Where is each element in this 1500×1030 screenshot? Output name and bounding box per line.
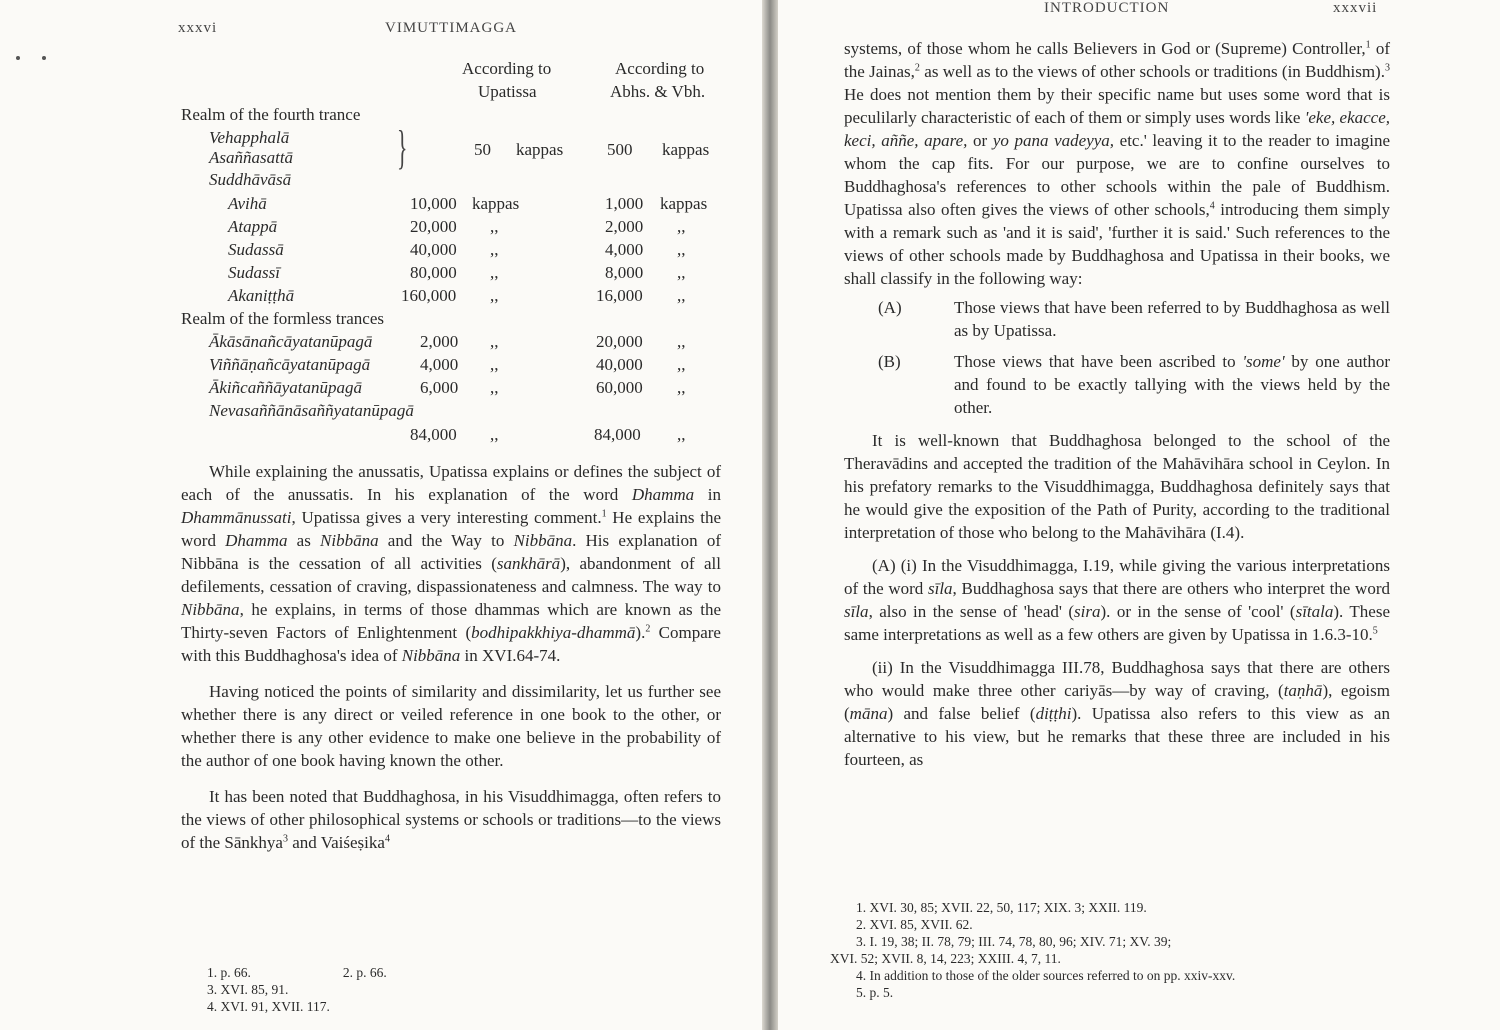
footnotes: [207, 964, 387, 1015]
page-number: xxxvii: [1333, 0, 1378, 16]
ditto-mark: ,,: [677, 425, 686, 444]
value-upatissa: 10,000: [410, 194, 457, 213]
running-title: INTRODUCTION: [1044, 0, 1170, 16]
value-abhs: 84,000: [594, 425, 641, 444]
value-abhs: 500: [607, 140, 633, 159]
value-upatissa: 160,000: [401, 286, 457, 305]
paragraph: It is well-known that Buddhaghosa belonged to the school of the Theravādins and accepted the tradition of the Mahāvihāra school in Ceylon. In his prefatory remarks to the Visuddhimagga, Buddhaghosa definitely says that he would give the exposition of the Path of Purity, according to the traditional interpretation of those who belong to the Mahāvihāra (I.4).: [844, 431, 1390, 542]
book-gutter: [762, 0, 778, 1030]
ditto-mark: ,,: [677, 378, 686, 397]
footnote: 3. I. 19, 38; II. 78, 79; III. 74, 78, 80, 96; XIV. 71; XV. 39;: [856, 934, 1172, 949]
unit-label: kappas: [660, 194, 708, 213]
footnote: 2. XVI. 85, XVII. 62.: [856, 917, 973, 932]
list-label: (B): [878, 352, 901, 371]
realm-name: Atappā: [228, 217, 278, 236]
realm-name: Sudassī: [228, 263, 280, 282]
running-title: VIMUTTIMAGGA: [385, 20, 517, 36]
list-label: (A): [878, 298, 902, 317]
value-abhs: 8,000: [605, 263, 644, 282]
list-text: Those views that have been ascribed to 'some' by one author and found to be exactly tallying with the views held by the other.: [954, 352, 1390, 417]
paragraph: systems, of those whom he calls Believers in God or (Supreme) Controller,$^1$ of the Jainas,$^2$ as well as to the views of other schools or traditions (in Buddhism).$^3$ He does not mention them by their specific name but uses some word that is peculilarly characteristic of each of them or simply uses words like 'eke, ekacce, keci, aññe, apare, or yo pana vadeyya, etc.' leaving it to the reader to imagine whom the cap fits. For our purpose, we are to confine ourselves to Buddhaghosa's references to other schools within the pale of Buddhism. Upatissa also often gives the views of other schools,$^4$ introducing them simply with a remark such as 'and it is said', 'further it is said.' Such references to the views of other schools made by Buddhaghosa and Upatissa in their books, we shall classify in the following way:: [844, 39, 1391, 288]
value-upatissa: 6,000: [420, 378, 459, 397]
footnote: 3. XVI. 85, 91.: [207, 982, 289, 997]
realm-name: Nevasaññānāsaññyatanūpagā: [209, 401, 414, 420]
realm-name: Sudassā: [228, 240, 284, 259]
realm-name: Ākiñcaññāyatanūpagā: [209, 378, 362, 397]
ditto-mark: ,,: [490, 240, 499, 259]
value-upatissa: 4,000: [420, 355, 459, 374]
value-abhs: 20,000: [596, 332, 643, 351]
value-abhs: 4,000: [605, 240, 644, 259]
value-upatissa: 84,000: [410, 425, 457, 444]
ditto-mark: ,,: [677, 286, 686, 305]
unit-label: kappas: [662, 140, 710, 159]
ditto-mark: ,,: [677, 240, 686, 259]
realm-group-name: Suddhāvāsā: [209, 170, 292, 189]
col1-header-line2: Upatissa: [478, 82, 537, 101]
paragraph: (ii) In the Visuddhimagga III.78, Buddhaghosa says that there are others who would make three other cariyās—by way of craving, (taṇhā), egoism (māna) and false belief (diṭṭhi). Upatissa also refers to this view as an alternative to his view, but he remarks that these three are included in his fourteen, as: [844, 658, 1390, 769]
list-item: [844, 296, 1390, 342]
ditto-mark: ,,: [490, 425, 499, 444]
realm-name: Asaññasattā: [209, 148, 294, 167]
ditto-mark: ,,: [490, 378, 499, 397]
footnote: 1. XVI. 30, 85; XVII. 22, 50, 117; XIX. 3; XXII. 119.: [856, 900, 1147, 915]
body-text: [181, 460, 721, 854]
footnote: 4. XVI. 91, XVII. 117.: [207, 999, 330, 1014]
brace: }: [397, 121, 408, 174]
section-heading: Realm of the fourth trance: [181, 105, 361, 124]
ditto-mark: ,,: [677, 263, 686, 282]
footnote: 5. p. 5.: [856, 985, 894, 1000]
list-text: Those views that have been referred to by Buddhaghosa as well as by Upatissa.: [954, 298, 1390, 340]
paragraph: Having noticed the points of similarity and dissimilarity, let us further see whether there is any direct or veiled reference in one book to the other, or whether there is any other evidence to make one believe in the probability of the author of one book having known the other.: [181, 682, 721, 770]
ditto-mark: ,,: [677, 355, 686, 374]
value-abhs: 2,000: [605, 217, 644, 236]
value-abhs: 1,000: [605, 194, 644, 213]
value-upatissa: 2,000: [420, 332, 459, 351]
col2-header-line1: According to: [615, 59, 705, 78]
page-number: xxxvi: [178, 20, 218, 36]
list-item: [844, 350, 1390, 419]
right-page: [778, 0, 1500, 1030]
ditto-mark: ,,: [490, 217, 499, 236]
col2-header-line2: Abhs. & Vbh.: [610, 82, 706, 101]
ditto-mark: ,,: [490, 332, 499, 351]
unit-label: kappas: [516, 140, 564, 159]
ditto-mark: ,,: [677, 217, 686, 236]
scan-speck: [16, 56, 20, 60]
footnote: 4. In addition to those of the older sources referred to on pp. xxiv-xxv.: [856, 968, 1236, 983]
footnote: 1. p. 66. 2. p. 66.: [207, 965, 387, 980]
realm-name: Akaniṭṭhā: [228, 286, 295, 305]
ditto-mark: ,,: [677, 332, 686, 351]
value-abhs: 16,000: [596, 286, 643, 305]
paragraph: It has been noted that Buddhaghosa, in his Visuddhimagga, often refers to the views of other philosophical systems or schools or traditions—to the views of the Sānkhya$^3$ and Vaiśeṣika$^4$: [181, 787, 721, 852]
value-upatissa: 80,000: [410, 263, 457, 282]
footnote: XVI. 52; XVII. 8, 14, 223; XXIII. 4, 7, 11.: [830, 951, 1061, 966]
realm-name: Avihā: [228, 194, 267, 213]
realm-name: Viññāṇañcāyatanūpagā: [209, 355, 371, 374]
realm-name: Vehapphalā: [209, 128, 290, 147]
value-upatissa: 40,000: [410, 240, 457, 259]
paragraph: While explaining the anussatis, Upatissa explains or defines the subject of each of the anussatis. In his explanation of the word Dhamma in Dhammānussati, Upatissa gives a very interesting comment.$^1$ He explains the word Dhamma as Nibbāna and the Way to Nibbāna. His explanation of Nibbāna is the cessation of all activities (sankhārā), abandonment of all defilements, cessation of craving, dispassionateness and calmness. The way to Nibbāna, he explains, in terms of those dhammas which are known as the Thirty-seven Factors of Enlightenment (bodhipakkhiya-dhammā).$^2$ Compare with this Buddhaghosa's idea of Nibbāna in XVI.64-74.: [181, 462, 721, 665]
value-abhs: 60,000: [596, 378, 643, 397]
value-upatissa: 20,000: [410, 217, 457, 236]
value-abhs: 40,000: [596, 355, 643, 374]
body-text: [844, 37, 1390, 771]
ditto-mark: ,,: [490, 355, 499, 374]
ditto-mark: ,,: [490, 286, 499, 305]
scan-speck: [42, 56, 46, 60]
footnotes: [830, 899, 1396, 1001]
realm-name: Ākāsānañcāyatanūpagā: [209, 332, 373, 351]
value-upatissa: 50: [474, 140, 491, 159]
unit-label: kappas: [472, 194, 520, 213]
ditto-mark: ,,: [490, 263, 499, 282]
paragraph: (A) (i) In the Visuddhimagga, I.19, while giving the various interpretations of the word sīla, Buddhaghosa says that there are others who interpret the word sīla, also in the sense of 'head' (sira). or in the sense of 'cool' (sītala). These same interpretations as well as a few others are given by Upatissa in 1.6.3-10.$^5$: [844, 556, 1390, 644]
section-heading: Realm of the formless trances: [181, 309, 384, 328]
col1-header-line1: According to: [462, 59, 552, 78]
